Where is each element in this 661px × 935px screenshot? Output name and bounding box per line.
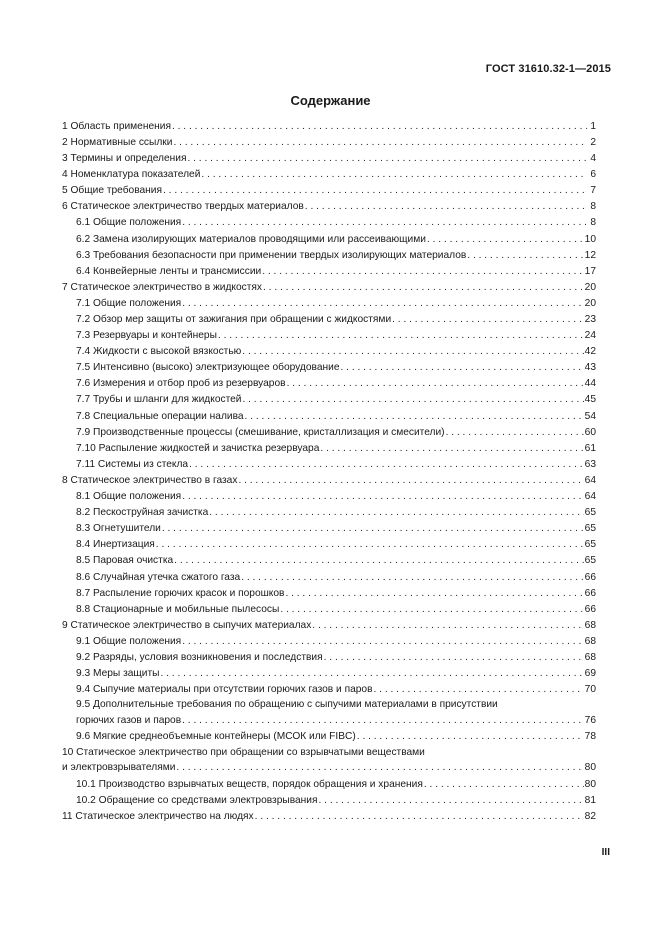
toc-entry-title: 7.4 Жидкости с высокой вязкостью bbox=[76, 346, 242, 358]
dot-leader bbox=[312, 618, 583, 633]
dot-leader bbox=[305, 199, 587, 214]
toc-entry-title: 6.1 Общие положения bbox=[76, 217, 182, 229]
toc-entry-title: 7.3 Резервуары и контейнеры bbox=[76, 330, 217, 342]
dot-leader bbox=[262, 264, 583, 279]
toc-entry-title: 7.5 Интенсивно (высоко) электризующее оборудование bbox=[76, 362, 340, 374]
dot-leader bbox=[280, 602, 583, 617]
dot-leader bbox=[427, 232, 584, 247]
toc-entry[interactable] bbox=[62, 792, 596, 808]
dot-leader bbox=[287, 376, 584, 391]
toc-entry[interactable] bbox=[62, 472, 596, 488]
toc-entry-title: 9.2 Разряды, условия возникновения и последствия bbox=[76, 651, 323, 663]
dot-leader bbox=[174, 553, 583, 568]
toc-entry-page: 20 bbox=[584, 297, 596, 309]
toc-entry[interactable] bbox=[62, 182, 596, 198]
toc-entry-page: 80 bbox=[584, 778, 596, 790]
dot-leader bbox=[320, 441, 583, 456]
toc-entry-title: 10 Статическое электричество при обращении со взрывчатыми веществами bbox=[62, 746, 425, 758]
toc-entry-title: 7.11 Системы из стекла bbox=[76, 458, 189, 470]
toc-entry[interactable] bbox=[62, 649, 596, 665]
toc-entry-title: 1 Область применения bbox=[62, 120, 171, 132]
toc-entry[interactable] bbox=[62, 408, 596, 424]
toc-entry-page: 70 bbox=[584, 684, 596, 696]
toc-entry-title: 8.3 Огнетушители bbox=[76, 523, 161, 535]
toc-entry-title: 9.3 Меры защиты bbox=[76, 668, 160, 680]
toc-entry[interactable] bbox=[62, 808, 596, 824]
dot-leader bbox=[467, 248, 583, 263]
toc-entry-title-continued: горючих газов и паров bbox=[76, 715, 182, 727]
toc-entry-title: 7.10 Распыление жидкостей и зачистка резервуара bbox=[76, 442, 320, 454]
toc-entry-page: 65 bbox=[584, 507, 596, 519]
toc-entry-page: 81 bbox=[584, 794, 596, 806]
dot-leader bbox=[182, 296, 583, 311]
toc-entry[interactable] bbox=[62, 665, 596, 681]
toc-entry-title: 7 Статическое электричество в жидкостях bbox=[62, 281, 263, 293]
toc-entry-page: 68 bbox=[584, 619, 596, 631]
dot-leader bbox=[245, 409, 584, 424]
dot-leader bbox=[209, 505, 583, 520]
page-title: Содержание bbox=[290, 93, 371, 108]
toc-entry-title: 7.7 Трубы и шланги для жидкостей bbox=[76, 394, 242, 406]
toc-entry-page: 7 bbox=[590, 185, 596, 197]
toc-entry-title: 11 Статическое электричество на людях bbox=[62, 810, 254, 822]
dot-leader bbox=[241, 570, 583, 585]
toc-entry-title: 7.2 Обзор мер защиты от зажигания при обращении с жидкостями bbox=[76, 314, 392, 326]
toc-entry-page: 66 bbox=[584, 571, 596, 583]
dot-leader bbox=[285, 586, 583, 601]
toc-entry[interactable] bbox=[62, 456, 596, 472]
toc-entry-page: 54 bbox=[584, 410, 596, 422]
toc-entry-page: 17 bbox=[584, 265, 596, 277]
toc-entry-page: 76 bbox=[584, 715, 596, 727]
toc-entry-page: 10 bbox=[584, 233, 596, 245]
toc-entry[interactable] bbox=[62, 198, 596, 214]
toc-entry[interactable] bbox=[62, 488, 596, 504]
toc-entry-title-continued: и электровзрывателями bbox=[62, 762, 176, 774]
toc-entry-page: 2 bbox=[590, 136, 596, 148]
toc-entry-page: 42 bbox=[584, 346, 596, 358]
dot-leader bbox=[189, 457, 584, 472]
toc-entry-page: 8 bbox=[590, 201, 596, 213]
toc-entry[interactable] bbox=[62, 359, 596, 375]
dot-leader bbox=[160, 666, 583, 681]
toc-entry-title: 9 Статическое электричество в сыпучих материалах bbox=[62, 619, 312, 631]
dot-leader bbox=[242, 344, 583, 359]
toc-entry-title: 2 Нормативные ссылки bbox=[62, 136, 173, 148]
toc-entry-title: 8.7 Распыление горючих красок и порошков bbox=[76, 587, 285, 599]
toc-entry-title: 7.1 Общие положения bbox=[76, 297, 182, 309]
dot-leader bbox=[182, 215, 587, 230]
toc-entry[interactable] bbox=[62, 166, 596, 182]
toc-entry[interactable] bbox=[62, 247, 596, 263]
toc-entry-title: 10.1 Производство взрывчатых веществ, порядок обращения и хранения bbox=[76, 778, 423, 790]
toc-entry-title: 7.8 Специальные операции налива bbox=[76, 410, 244, 422]
toc-entry[interactable] bbox=[62, 553, 596, 569]
toc-entry-title: 6 Статическое электричество твердых материалов bbox=[62, 201, 304, 213]
dot-leader bbox=[319, 793, 584, 808]
dot-leader bbox=[182, 634, 583, 649]
toc-entry-title: 6.3 Требования безопасности при применении твердых изолирующих материалов bbox=[76, 249, 467, 261]
dot-leader bbox=[156, 537, 584, 552]
toc-entry[interactable] bbox=[62, 585, 596, 601]
toc-entry-title: 8.8 Стационарные и мобильные пылесосы bbox=[76, 603, 280, 615]
dot-leader bbox=[374, 682, 584, 697]
toc-entry[interactable] bbox=[62, 134, 596, 150]
toc-entry-page: 1 bbox=[590, 120, 596, 132]
toc-entry-page: 65 bbox=[584, 555, 596, 567]
toc-entry-page: 78 bbox=[584, 731, 596, 743]
toc-entry-page: 4 bbox=[590, 153, 596, 165]
toc-entry[interactable] bbox=[62, 601, 596, 617]
toc-entry-title: 7.9 Производственные процессы (смешивание, кристаллизация и смесители) bbox=[76, 426, 445, 438]
toc-entry[interactable] bbox=[62, 118, 596, 134]
toc-entry-page: 12 bbox=[584, 249, 596, 261]
toc-entry-title: 8.4 Инертизация bbox=[76, 539, 155, 551]
dot-leader bbox=[218, 328, 584, 343]
toc-entry-title: 9.1 Общие положения bbox=[76, 635, 182, 647]
toc-entry-page: 64 bbox=[584, 491, 596, 503]
toc-entry[interactable] bbox=[62, 295, 596, 311]
toc-entry-page: 66 bbox=[584, 603, 596, 615]
toc-entry[interactable] bbox=[62, 633, 596, 649]
toc-entry-title: 7.6 Измерения и отбор проб из резервуаров bbox=[76, 378, 286, 390]
dot-leader bbox=[392, 312, 584, 327]
toc-entry-title: 6.2 Замена изолирующих материалов проводящими или рассеивающими bbox=[76, 233, 426, 245]
toc-entry-title: 8.1 Общие положения bbox=[76, 491, 182, 503]
toc-entry[interactable] bbox=[62, 617, 596, 633]
dot-leader bbox=[176, 760, 583, 775]
dot-leader bbox=[187, 151, 587, 166]
dot-leader bbox=[172, 119, 587, 134]
toc-entry-page: 20 bbox=[584, 281, 596, 293]
toc-entry-page: 23 bbox=[584, 314, 596, 326]
document-code: ГОСТ 31610.32-1—2015 bbox=[485, 63, 611, 75]
toc-entry-title: 8 Статическое электричество в газах bbox=[62, 474, 238, 486]
toc-entry[interactable] bbox=[62, 343, 596, 359]
toc-entry-title: 6.4 Конвейерные ленты и трансмиссии bbox=[76, 265, 262, 277]
toc-entry-page: 64 bbox=[584, 474, 596, 486]
toc-entry[interactable] bbox=[62, 311, 596, 327]
toc-entry-page: 66 bbox=[584, 587, 596, 599]
toc-entry-page: 61 bbox=[584, 442, 596, 454]
toc-entry[interactable] bbox=[62, 776, 596, 792]
dot-leader bbox=[424, 777, 584, 792]
dot-leader bbox=[357, 729, 584, 744]
toc-entry[interactable] bbox=[62, 520, 596, 536]
toc-entry-page: 82 bbox=[584, 810, 596, 822]
dot-leader bbox=[201, 167, 587, 182]
toc-entry-title: 10.2 Обращение со средствами электровзрывания bbox=[76, 794, 318, 806]
toc-entry-title: 3 Термины и определения bbox=[62, 153, 187, 165]
dot-leader bbox=[182, 489, 583, 504]
toc-entry[interactable] bbox=[62, 215, 596, 231]
dot-leader bbox=[341, 360, 584, 375]
table-of-contents bbox=[62, 118, 596, 824]
dot-leader bbox=[182, 713, 584, 728]
toc-entry[interactable] bbox=[62, 569, 596, 585]
toc-entry-page: 65 bbox=[584, 523, 596, 535]
dot-leader bbox=[238, 473, 583, 488]
dot-leader bbox=[263, 280, 584, 295]
toc-entry-page: 69 bbox=[584, 668, 596, 680]
dot-leader bbox=[173, 135, 587, 150]
toc-entry-page: 45 bbox=[584, 394, 596, 406]
toc-entry[interactable] bbox=[62, 697, 596, 728]
toc-entry-page: 60 bbox=[584, 426, 596, 438]
toc-entry[interactable] bbox=[62, 728, 596, 744]
toc-entry-page: 44 bbox=[584, 378, 596, 390]
toc-entry[interactable] bbox=[62, 745, 596, 776]
toc-entry[interactable] bbox=[62, 327, 596, 343]
toc-entry[interactable] bbox=[62, 376, 596, 392]
dot-leader bbox=[324, 650, 584, 665]
dot-leader bbox=[162, 521, 584, 536]
toc-entry-page: 8 bbox=[590, 217, 596, 229]
toc-entry-title: 9.4 Сыпучие материалы при отсутствии горючих газов и паров bbox=[76, 684, 373, 696]
toc-entry-title: 5 Общие требования bbox=[62, 185, 163, 197]
toc-entry[interactable] bbox=[62, 424, 596, 440]
toc-entry-page: 24 bbox=[584, 330, 596, 342]
dot-leader bbox=[446, 425, 584, 440]
toc-entry-page: 43 bbox=[584, 362, 596, 374]
toc-entry[interactable] bbox=[62, 536, 596, 552]
dot-leader bbox=[255, 809, 584, 824]
dot-leader bbox=[163, 183, 587, 198]
dot-leader bbox=[242, 392, 583, 407]
toc-entry[interactable] bbox=[62, 231, 596, 247]
toc-entry-page: 80 bbox=[584, 762, 596, 774]
toc-entry[interactable] bbox=[62, 440, 596, 456]
toc-entry-page: 63 bbox=[584, 458, 596, 470]
toc-entry-page: 6 bbox=[590, 169, 596, 181]
page-number: III bbox=[601, 847, 610, 858]
toc-entry-title: 9.5 Дополнительные требования по обращению с сыпучими материалами в присутствии bbox=[76, 699, 498, 711]
toc-entry[interactable] bbox=[62, 263, 596, 279]
toc-entry-title: 8.5 Паровая очистка bbox=[76, 555, 174, 567]
toc-entry-title: 8.6 Случайная утечка сжатого газа bbox=[76, 571, 241, 583]
toc-entry-page: 68 bbox=[584, 635, 596, 647]
toc-entry[interactable] bbox=[62, 504, 596, 520]
toc-entry[interactable] bbox=[62, 392, 596, 408]
toc-entry-page: 65 bbox=[584, 539, 596, 551]
toc-entry[interactable] bbox=[62, 279, 596, 295]
toc-entry[interactable] bbox=[62, 150, 596, 166]
toc-entry-page: 68 bbox=[584, 651, 596, 663]
toc-entry[interactable] bbox=[62, 681, 596, 697]
toc-entry-title: 4 Номенклатура показателей bbox=[62, 169, 201, 181]
toc-entry-title: 8.2 Пескоструйная зачистка bbox=[76, 507, 209, 519]
toc-entry-title: 9.6 Мягкие среднеобъемные контейнеры (МСОК или FIBC) bbox=[76, 731, 356, 743]
